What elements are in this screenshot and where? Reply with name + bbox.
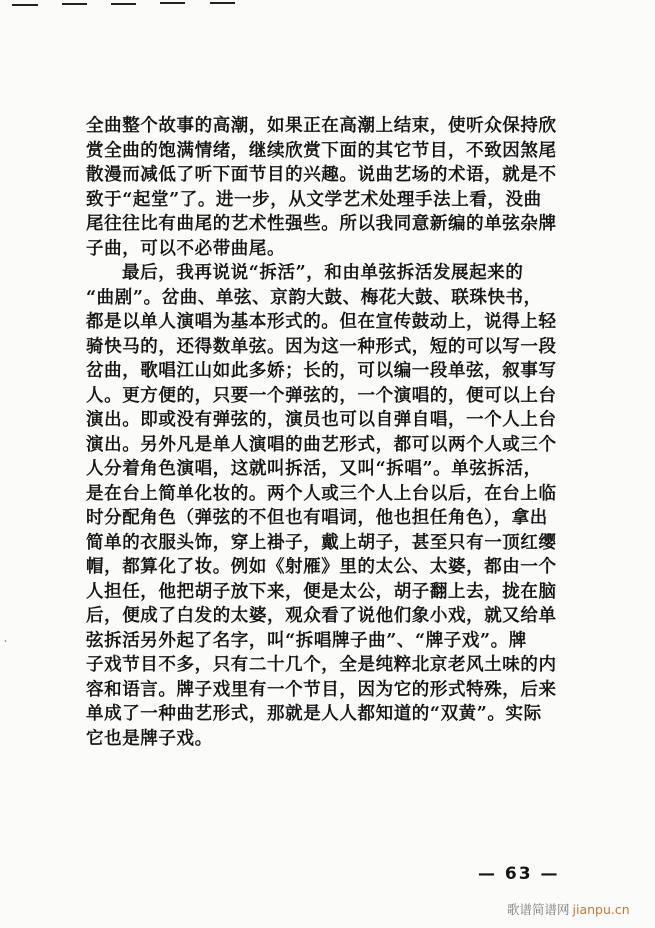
text-line: 弦拆活另外起了名字，叫“拆唱牌子曲”、“牌子戏”。牌	[86, 630, 527, 651]
crop-mark	[62, 3, 87, 5]
page-number: — 63 —	[478, 864, 560, 884]
watermark-site: jianpu.cn	[572, 902, 630, 917]
watermark	[507, 900, 630, 918]
text-line: 致于“起堂”了。进一步，从文学艺术处理手法上看，没曲	[86, 189, 542, 210]
top-crop-marks	[0, 0, 655, 12]
watermark-label: 歌谱简谱网	[507, 902, 570, 917]
text-line: 子曲，可以不必带曲尾。	[86, 238, 286, 259]
crop-mark	[12, 4, 38, 6]
text-line: 容和语言。牌子戏里有一个节目，因为它的形式特殊，后来	[86, 679, 557, 700]
text-line: 岔曲，歌唱江山如此多娇；长的，可以编一段单弦，叙事写	[86, 361, 557, 381]
text-line: 人分着角色演唱，这就叫拆活，又叫“拆唱”。单弦拆活，	[86, 459, 542, 479]
text-line: 单成了一种曲艺形式，那就是人人都知道的“双黄”。实际	[86, 704, 542, 724]
text-line: 简单的衣服头饰，穿上褂子，戴上胡子，甚至只有一顶红缨	[86, 532, 557, 553]
text-line: “曲剧”。岔曲、单弦、京韵大鼓、梅花大鼓、联珠快书，	[86, 287, 542, 308]
body-text	[86, 114, 576, 751]
text-line: 都是以单人演唱为基本形式的。但在宣传鼓动上，说得上轻	[86, 312, 557, 332]
text-line: 人担任，他把胡子放下来，便是太公，胡子翻上去，拢在脑	[86, 581, 557, 602]
text-line: 时分配角色（弹弦的不但也有唱词，他也担任角色），拿出	[86, 508, 548, 528]
text-line: 骑快马的，还得数单弦。因为这一种形式，短的可以写一段	[86, 336, 557, 357]
text-line: 最后，我再说说“拆活”，和由单弦拆活发展起来的	[122, 263, 524, 283]
text-line: 尾往往比有曲尾的艺术性强些。所以我同意新编的单弦杂牌	[86, 214, 557, 234]
text-line: 帽，都算化了妆。例如《射雁》里的太公、太婆，都由一个	[86, 557, 557, 577]
crop-mark	[111, 3, 136, 5]
text-line: 是在台上简单化妆的。两个人或三个人上台以后，在台上临	[86, 483, 557, 504]
crop-mark	[210, 2, 235, 4]
text-line: 全曲整个故事的高潮，如果正在高潮上结束，使听众保持欣	[86, 116, 557, 136]
text-line: 演出。即或没有弹弦的，演员也可以自弹自唱，一个人上台	[86, 410, 557, 430]
text-line: 演出。另外凡是单人演唱的曲艺形式，都可以两个人或三个	[86, 434, 557, 455]
text-line: 人。更方便的，只要一个弹弦的，一个演唱的，便可以上台	[86, 385, 557, 406]
margin-mark: 、	[4, 634, 12, 643]
text-line: 赏全曲的饱满情绪，继续欣赏下面的其它节目，不致因煞尾	[86, 140, 557, 161]
text-line: 它也是牌子戏。	[86, 728, 213, 749]
crop-mark	[160, 2, 185, 4]
text-line: 后，便成了白发的太婆，观众看了说他们象小戏，就又给单	[86, 606, 557, 626]
text-line: 子戏节目不多，只有二十几个，全是纯粹北京老风土味的内	[86, 655, 557, 675]
text-line: 散漫而减低了听下面节目的兴趣。说曲艺场的术语，就是不	[86, 165, 557, 185]
